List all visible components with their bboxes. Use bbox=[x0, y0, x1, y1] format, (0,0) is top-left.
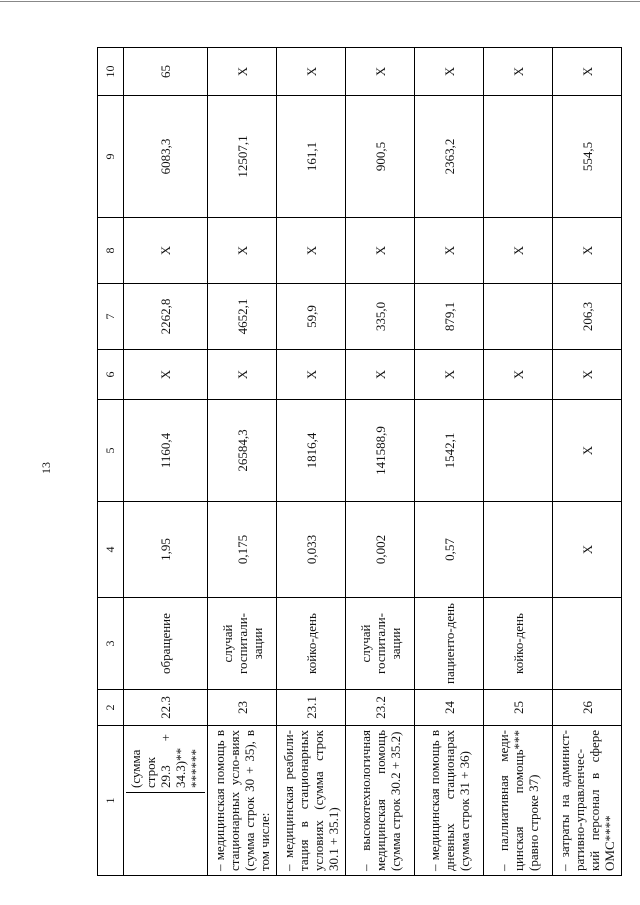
cell-col5 bbox=[484, 400, 553, 502]
cell-col10: X bbox=[553, 48, 622, 96]
cell-col6: X bbox=[484, 350, 553, 400]
row-label-cell bbox=[208, 726, 277, 876]
cell-col6: X bbox=[415, 350, 484, 400]
cell-col4 bbox=[484, 502, 553, 598]
cell-col4: 0,57 bbox=[415, 502, 484, 598]
cell-col4: 0,175 bbox=[208, 502, 277, 598]
cell-col6: X bbox=[124, 350, 208, 400]
cell-col4: 0,033 bbox=[277, 502, 346, 598]
cell-col10: X bbox=[346, 48, 415, 96]
table-rotated-frame bbox=[97, 48, 617, 876]
cell-col8: X bbox=[553, 218, 622, 284]
table-row bbox=[415, 48, 484, 876]
row-label: – высокотехнологичная медицинская помощь (сумма строк 30.2 + 35.2) bbox=[357, 730, 403, 871]
scan-edge-line bbox=[0, 1, 640, 2]
column-header: 6 bbox=[98, 350, 124, 400]
cell-col9: 2363,2 bbox=[415, 96, 484, 218]
cell-col10: 65 bbox=[124, 48, 208, 96]
cell-col5: 1542,1 bbox=[415, 400, 484, 502]
cell-col4: X bbox=[553, 502, 622, 598]
cell-col9: 900,5 bbox=[346, 96, 415, 218]
cell-col4: 0,002 bbox=[346, 502, 415, 598]
row-unit: пациенто-день bbox=[415, 598, 484, 690]
column-header: 10 bbox=[98, 48, 124, 96]
row-label: – затраты на админист-ративно-управленчес-кий персонал в сфере ОМС**** bbox=[557, 730, 617, 871]
column-header: 9 bbox=[98, 96, 124, 218]
cell-col8: X bbox=[346, 218, 415, 284]
cell-col8: X bbox=[208, 218, 277, 284]
table-row bbox=[208, 48, 277, 876]
table-row bbox=[124, 48, 208, 876]
cell-col8: X bbox=[484, 218, 553, 284]
row-code: 25 bbox=[484, 690, 553, 726]
data-table bbox=[97, 47, 622, 876]
merged-label-stub bbox=[126, 792, 205, 871]
row-code: 23.1 bbox=[277, 690, 346, 726]
cell-col8: X bbox=[124, 218, 208, 284]
row-label: – медицинская помощь в дневных стационарах (сумма строк 31 + 36) bbox=[426, 730, 472, 871]
row-unit: случай госпитали-зации bbox=[208, 598, 277, 690]
table-row bbox=[553, 48, 622, 876]
cell-col6: X bbox=[208, 350, 277, 400]
row-label: (сумма строк 29.3 + 34.3)** ****** bbox=[128, 734, 203, 788]
cell-col9: 554,5 bbox=[553, 96, 622, 218]
cell-col8: X bbox=[415, 218, 484, 284]
cell-col7: 4652,1 bbox=[208, 284, 277, 350]
cell-col10: X bbox=[415, 48, 484, 96]
row-label-cell bbox=[124, 726, 208, 876]
cell-col6: X bbox=[346, 350, 415, 400]
row-unit: обращение bbox=[124, 598, 208, 690]
column-header: 1 bbox=[98, 726, 124, 876]
row-label-cell bbox=[415, 726, 484, 876]
table-row bbox=[484, 48, 553, 876]
column-header: 8 bbox=[98, 218, 124, 284]
cell-col9: 6083,3 bbox=[124, 96, 208, 218]
row-unit: случай госпитали-зации bbox=[346, 598, 415, 690]
cell-col7: 59,9 bbox=[277, 284, 346, 350]
row-label-cell bbox=[484, 726, 553, 876]
cell-col7: 2262,8 bbox=[124, 284, 208, 350]
cell-col5: 141588,9 bbox=[346, 400, 415, 502]
table-row bbox=[277, 48, 346, 876]
cell-col5: 26584,3 bbox=[208, 400, 277, 502]
cell-col5: 1816,4 bbox=[277, 400, 346, 502]
cell-col10: X bbox=[277, 48, 346, 96]
page-number: 13 bbox=[39, 462, 53, 474]
row-code: 22.3 bbox=[124, 690, 208, 726]
cell-col6: X bbox=[277, 350, 346, 400]
cell-col9 bbox=[484, 96, 553, 218]
row-unit bbox=[553, 598, 622, 690]
row-code: 23.2 bbox=[346, 690, 415, 726]
row-label: – паллиативная меди-цинская помощь*** (равно строке 37) bbox=[495, 730, 541, 871]
cell-col4: 1,95 bbox=[124, 502, 208, 598]
row-label: – медицинская помощь в стационарных усло-виях (сумма строк 30 + 35), в том числе: bbox=[212, 730, 272, 871]
row-code: 23 bbox=[208, 690, 277, 726]
cell-col8: X bbox=[277, 218, 346, 284]
cell-col7: 206,3 bbox=[553, 284, 622, 350]
column-header: 2 bbox=[98, 690, 124, 726]
cell-col7 bbox=[484, 284, 553, 350]
row-label-cell bbox=[346, 726, 415, 876]
cell-col7: 879,1 bbox=[415, 284, 484, 350]
cell-col5: 1160,4 bbox=[124, 400, 208, 502]
cell-col5: X bbox=[553, 400, 622, 502]
row-code: 26 bbox=[553, 690, 622, 726]
column-header: 4 bbox=[98, 502, 124, 598]
row-unit: койко-день bbox=[277, 598, 346, 690]
cell-col6: X bbox=[553, 350, 622, 400]
cell-col10: X bbox=[208, 48, 277, 96]
row-label-cell bbox=[553, 726, 622, 876]
column-number-row bbox=[98, 48, 124, 876]
cell-col9: 161,1 bbox=[277, 96, 346, 218]
cell-col9: 12507,1 bbox=[208, 96, 277, 218]
column-header: 3 bbox=[98, 598, 124, 690]
column-header: 5 bbox=[98, 400, 124, 502]
column-header: 7 bbox=[98, 284, 124, 350]
row-code: 24 bbox=[415, 690, 484, 726]
row-label-cell bbox=[277, 726, 346, 876]
table-row bbox=[346, 48, 415, 876]
row-label: – медицинская реабили-тация в стационарных условиях (сумма строк 30.1 + 35.1) bbox=[281, 730, 341, 871]
row-unit: койко-день bbox=[484, 598, 553, 690]
cell-col7: 335,0 bbox=[346, 284, 415, 350]
cell-col10: X bbox=[484, 48, 553, 96]
